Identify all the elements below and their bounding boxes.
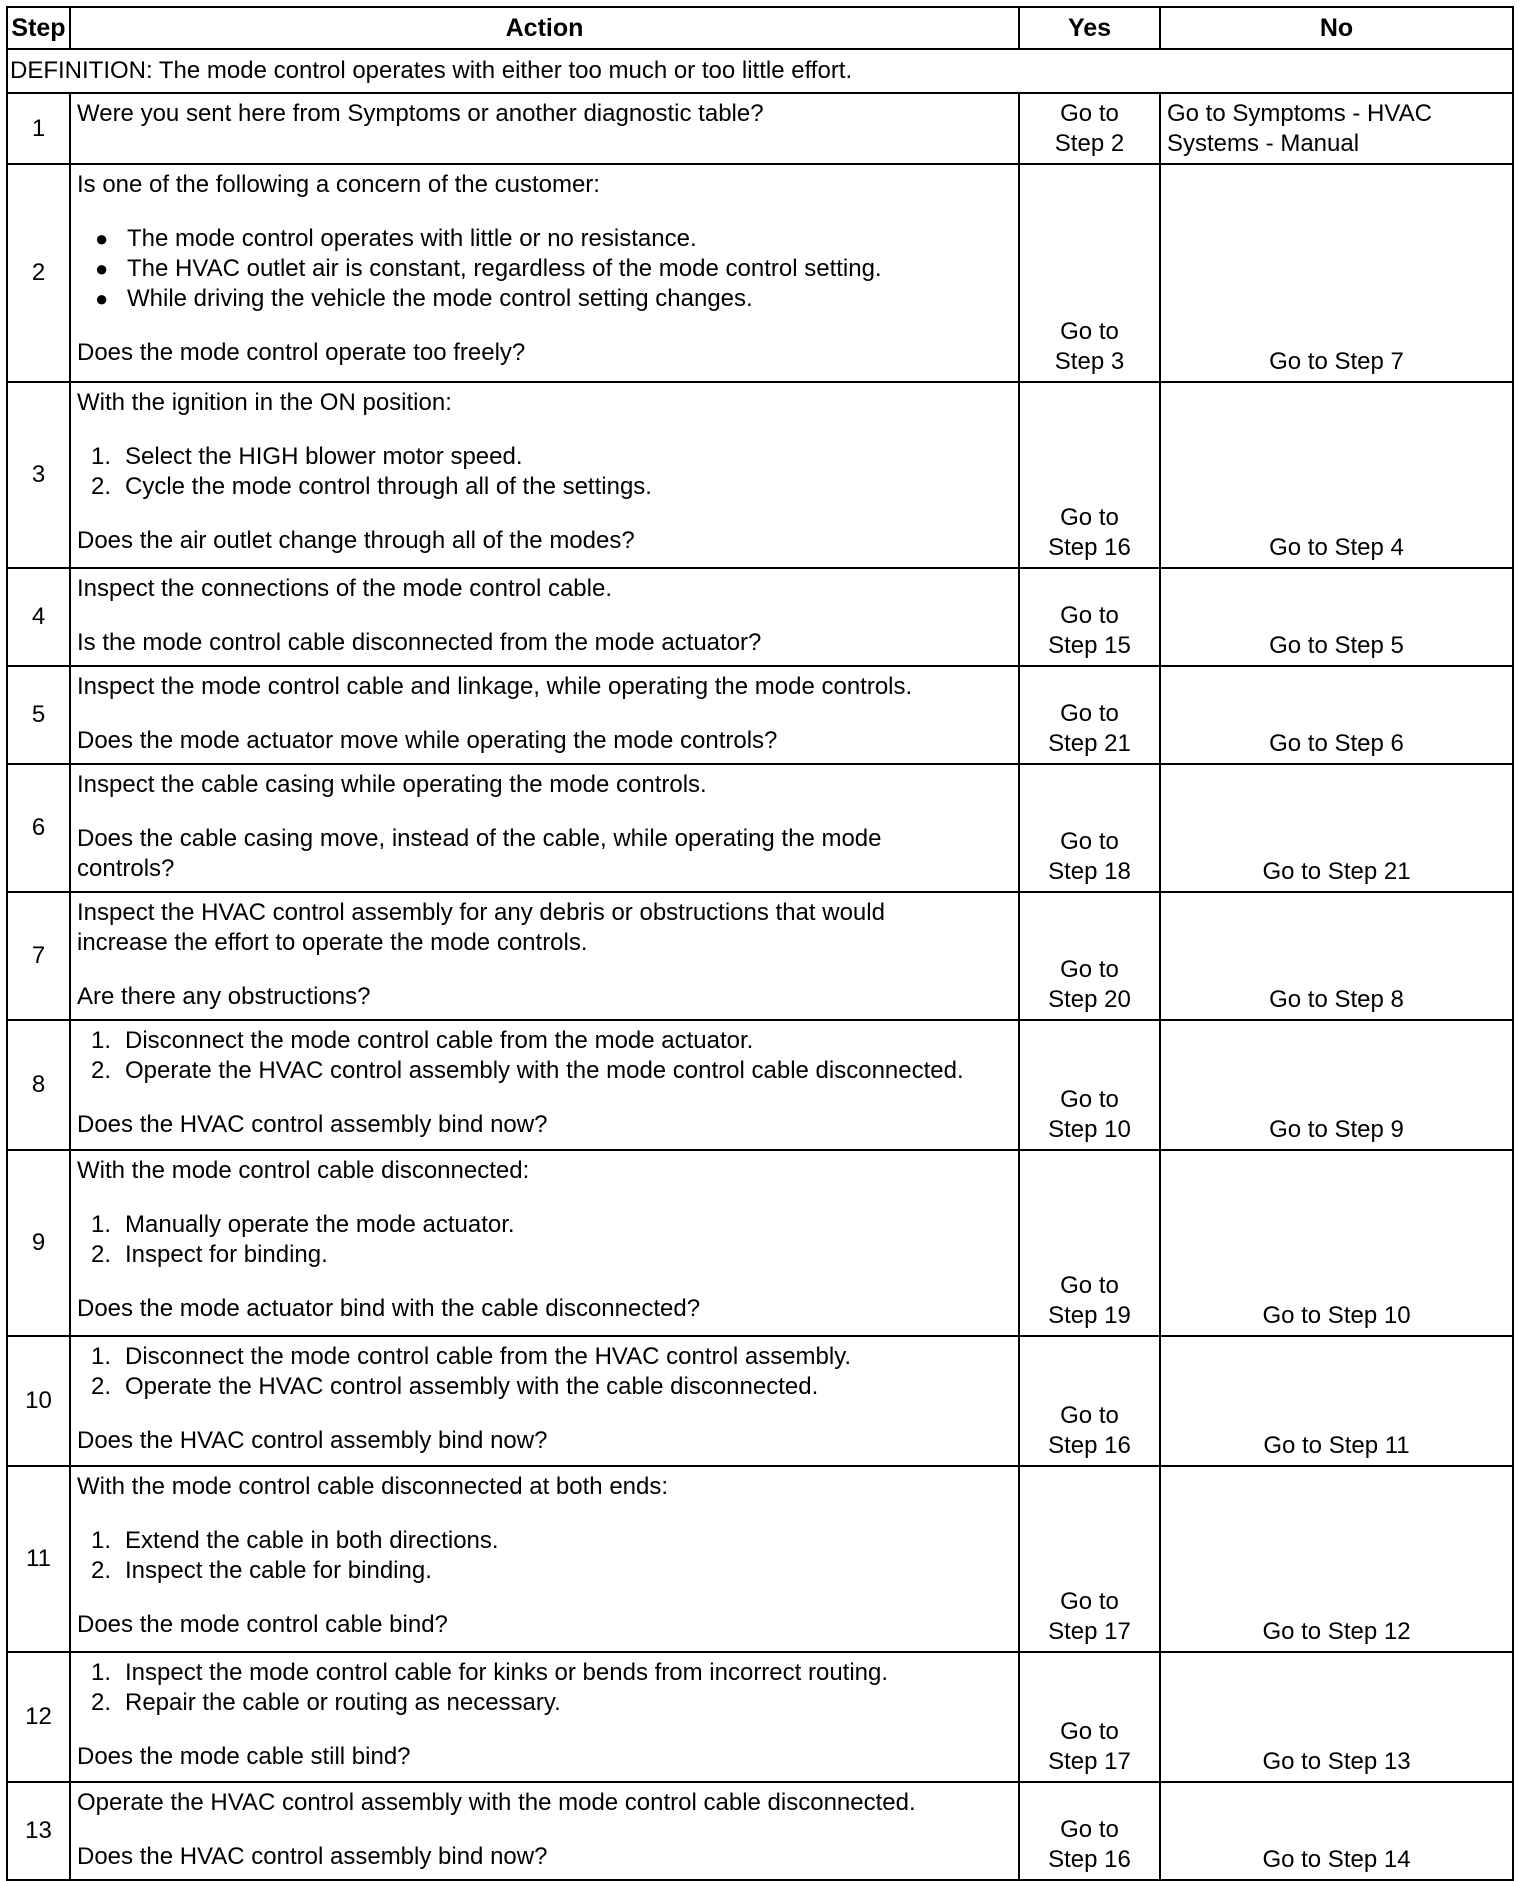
action-intro: With the mode control cable disconnected at both ends: xyxy=(77,1473,669,1500)
action-intro: Inspect the cable casing while operating the mode controls. xyxy=(77,771,707,798)
list-item: 2. Inspect for binding. xyxy=(91,1241,328,1268)
step-number: 13 xyxy=(7,1782,70,1880)
list-item: ● The HVAC outlet air is constant, regardless of the mode control setting. xyxy=(95,255,882,282)
table-row xyxy=(7,164,1513,382)
step-number: 4 xyxy=(7,568,70,666)
header-action: Action xyxy=(70,7,1019,49)
yes-text-line2: Step 21 xyxy=(1048,730,1131,757)
list-item: 1. Disconnect the mode control cable from the HVAC control assembly. xyxy=(91,1343,852,1370)
action-intro-line2: increase the effort to operate the mode controls. xyxy=(77,929,588,956)
action-question: Does the mode control operate too freely? xyxy=(77,339,526,366)
yes-text-line2: Step 16 xyxy=(1048,1846,1131,1873)
step-number: 3 xyxy=(7,382,70,568)
yes-text-line1: Go to xyxy=(1060,100,1119,127)
yes-text-line2: Step 16 xyxy=(1048,534,1131,561)
no-cell: Go to Step 11 xyxy=(1160,1336,1513,1466)
step-number: 5 xyxy=(7,666,70,764)
list-item: 1. Disconnect the mode control cable from the mode actuator. xyxy=(91,1027,754,1054)
yes-cell xyxy=(1019,1782,1160,1880)
numbered-list xyxy=(77,1658,1012,1718)
yes-text-line2: Step 10 xyxy=(1048,1116,1131,1143)
header-no: No xyxy=(1160,7,1513,49)
table-row xyxy=(7,892,1513,1020)
step-number: 1 xyxy=(7,93,70,164)
no-cell: Go to Step 5 xyxy=(1160,568,1513,666)
action-question: Does the mode control cable bind? xyxy=(77,1611,448,1638)
yes-cell xyxy=(1019,1150,1160,1336)
action-intro: Is one of the following a concern of the customer: xyxy=(77,171,600,198)
list-item: 2. Operate the HVAC control assembly with the cable disconnected. xyxy=(91,1373,819,1400)
yes-text-line2: Step 3 xyxy=(1054,348,1125,375)
numbered-list xyxy=(77,1210,1012,1270)
action-question: Does the mode cable still bind? xyxy=(77,1743,411,1770)
step-number: 11 xyxy=(7,1466,70,1652)
yes-text-line1: Go to xyxy=(1060,504,1119,531)
table-row xyxy=(7,93,1513,164)
action-cell xyxy=(70,764,1019,892)
action-intro: Inspect the connections of the mode control cable. xyxy=(77,575,612,602)
action-cell xyxy=(70,1020,1019,1150)
step-number: 2 xyxy=(7,164,70,382)
action-intro: With the ignition in the ON position: xyxy=(77,389,452,416)
yes-text-line2: Step 19 xyxy=(1048,1302,1131,1329)
step-number: 7 xyxy=(7,892,70,1020)
bullet-icon: ● xyxy=(95,226,109,251)
list-item: 2. Cycle the mode control through all of the settings. xyxy=(91,473,652,500)
table-row xyxy=(7,568,1513,666)
action-cell xyxy=(70,1782,1019,1880)
yes-cell xyxy=(1019,1466,1160,1652)
bullet-icon: ● xyxy=(95,286,109,311)
yes-text-line1: Go to xyxy=(1060,1816,1119,1843)
yes-text-line1: Go to xyxy=(1060,1402,1119,1429)
action-cell xyxy=(70,164,1019,382)
list-item: 1. Select the HIGH blower motor speed. xyxy=(91,443,523,470)
action-intro: Operate the HVAC control assembly with the mode control cable disconnected. xyxy=(77,1789,916,1816)
bullet-icon: ● xyxy=(95,256,109,281)
list-item: 2. Operate the HVAC control assembly with the mode control cable disconnected. xyxy=(91,1057,964,1084)
no-cell: Go to Step 9 xyxy=(1160,1020,1513,1150)
numbered-list xyxy=(77,1526,1012,1586)
yes-cell xyxy=(1019,164,1160,382)
step-number: 9 xyxy=(7,1150,70,1336)
action-intro: Inspect the mode control cable and linkage, while operating the mode controls. xyxy=(77,673,913,700)
no-text-line2: Systems - Manual xyxy=(1167,130,1360,157)
yes-text-line1: Go to xyxy=(1060,1588,1119,1615)
list-item: ● While driving the vehicle the mode control setting changes. xyxy=(95,285,753,312)
action-question: Are there any obstructions? xyxy=(77,983,371,1010)
table-row xyxy=(7,764,1513,892)
yes-text-line1: Go to xyxy=(1060,1718,1119,1745)
definition-row xyxy=(7,49,1513,93)
yes-cell xyxy=(1019,382,1160,568)
table-row xyxy=(7,1652,1513,1782)
action-cell xyxy=(70,568,1019,666)
yes-cell xyxy=(1019,892,1160,1020)
yes-text-line1: Go to xyxy=(1060,828,1119,855)
numbered-list xyxy=(77,1342,1012,1402)
table-row xyxy=(7,1150,1513,1336)
yes-cell xyxy=(1019,764,1160,892)
step-number: 12 xyxy=(7,1652,70,1782)
action-text: Were you sent here from Symptoms or another diagnostic table? xyxy=(77,100,764,127)
definition-text: DEFINITION: The mode control operates with either too much or too little effort. xyxy=(7,49,1513,93)
no-cell: Go to Step 21 xyxy=(1160,764,1513,892)
action-cell xyxy=(70,892,1019,1020)
action-question: Does the mode actuator move while operating the mode controls? xyxy=(77,727,778,754)
table-row xyxy=(7,1336,1513,1466)
action-question: Is the mode control cable disconnected from the mode actuator? xyxy=(77,629,762,656)
no-cell: Go to Step 8 xyxy=(1160,892,1513,1020)
yes-cell xyxy=(1019,666,1160,764)
no-cell xyxy=(1160,93,1513,164)
yes-text-line2: Step 17 xyxy=(1048,1618,1131,1645)
numbered-list xyxy=(77,1026,1012,1086)
step-number: 8 xyxy=(7,1020,70,1150)
header-row xyxy=(7,7,1513,49)
action-question: Does the HVAC control assembly bind now? xyxy=(77,1843,548,1870)
action-question-line2: controls? xyxy=(77,855,175,882)
header-yes: Yes xyxy=(1019,7,1160,49)
no-cell: Go to Step 14 xyxy=(1160,1782,1513,1880)
list-item: 2. Repair the cable or routing as necessary. xyxy=(91,1689,561,1716)
table-row xyxy=(7,1466,1513,1652)
header-step: Step xyxy=(7,7,70,49)
yes-text-line1: Go to xyxy=(1060,1272,1119,1299)
no-cell: Go to Step 10 xyxy=(1160,1150,1513,1336)
no-cell: Go to Step 6 xyxy=(1160,666,1513,764)
action-intro: With the mode control cable disconnected: xyxy=(77,1157,530,1184)
yes-text-line2: Step 20 xyxy=(1048,986,1131,1013)
yes-text-line1: Go to xyxy=(1060,602,1119,629)
yes-text-line1: Go to xyxy=(1060,318,1119,345)
action-cell xyxy=(70,1652,1019,1782)
table-row xyxy=(7,1782,1513,1880)
yes-text-line2: Step 16 xyxy=(1048,1432,1131,1459)
action-cell xyxy=(70,382,1019,568)
action-cell xyxy=(70,666,1019,764)
table-row xyxy=(7,666,1513,764)
table-row xyxy=(7,1020,1513,1150)
numbered-list xyxy=(77,442,1012,502)
no-cell: Go to Step 4 xyxy=(1160,382,1513,568)
action-cell xyxy=(70,93,1019,164)
no-cell: Go to Step 13 xyxy=(1160,1652,1513,1782)
list-item: ● The mode control operates with little or no resistance. xyxy=(95,225,697,252)
action-cell xyxy=(70,1466,1019,1652)
action-question: Does the HVAC control assembly bind now? xyxy=(77,1111,548,1138)
bullet-list xyxy=(77,224,1012,314)
yes-text-line1: Go to xyxy=(1060,956,1119,983)
yes-text-line2: Step 18 xyxy=(1048,858,1131,885)
action-cell xyxy=(70,1336,1019,1466)
diagnostic-table xyxy=(6,6,1514,1881)
yes-cell xyxy=(1019,1652,1160,1782)
action-question-line1: Does the cable casing move, instead of the cable, while operating the mode xyxy=(77,825,882,852)
yes-text-line2: Step 2 xyxy=(1054,130,1125,157)
yes-text-line2: Step 15 xyxy=(1048,632,1131,659)
yes-cell xyxy=(1019,568,1160,666)
yes-text-line1: Go to xyxy=(1060,1086,1119,1113)
action-question: Does the mode actuator bind with the cable disconnected? xyxy=(77,1295,701,1322)
no-cell: Go to Step 7 xyxy=(1160,164,1513,382)
list-item: 1. Extend the cable in both directions. xyxy=(91,1527,499,1554)
yes-cell xyxy=(1019,1336,1160,1466)
action-intro-line1: Inspect the HVAC control assembly for any debris or obstructions that would xyxy=(77,899,885,926)
yes-cell xyxy=(1019,93,1160,164)
table-row xyxy=(7,382,1513,568)
yes-cell xyxy=(1019,1020,1160,1150)
list-item: 1. Manually operate the mode actuator. xyxy=(91,1211,515,1238)
no-cell: Go to Step 12 xyxy=(1160,1466,1513,1652)
list-item: 2. Inspect the cable for binding. xyxy=(91,1557,432,1584)
action-question: Does the air outlet change through all of the modes? xyxy=(77,527,635,554)
action-cell xyxy=(70,1150,1019,1336)
action-question: Does the HVAC control assembly bind now? xyxy=(77,1427,548,1454)
no-text-line1: Go to Symptoms - HVAC xyxy=(1167,100,1432,127)
step-number: 6 xyxy=(7,764,70,892)
list-item: 1. Inspect the mode control cable for kinks or bends from incorrect routing. xyxy=(91,1659,889,1686)
yes-text-line2: Step 17 xyxy=(1048,1748,1131,1775)
yes-text-line1: Go to xyxy=(1060,700,1119,727)
step-number: 10 xyxy=(7,1336,70,1466)
